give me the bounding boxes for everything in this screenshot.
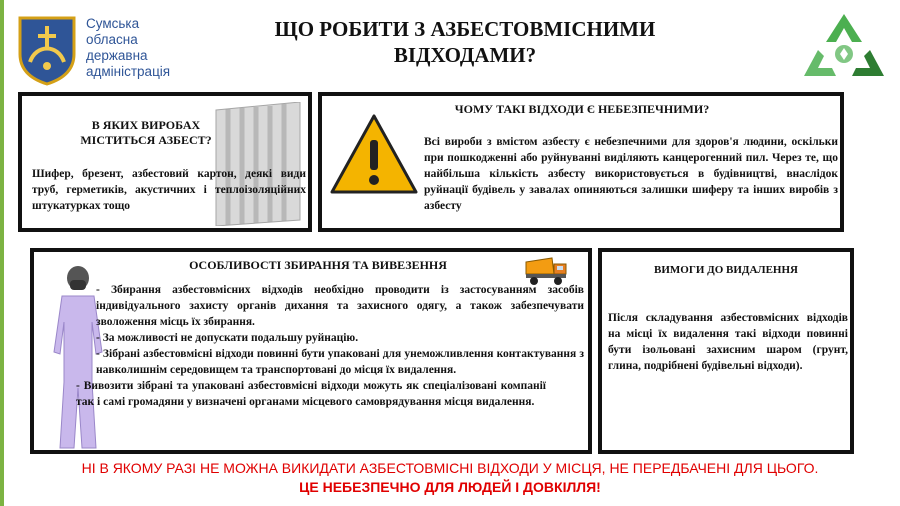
- removal-text: Після складування азбестовмісних відходів на місці їх видалення такі відходи повинні бути ізольовані захисним шаром (грунт, глина, подрібнені будівельні відходи).: [608, 312, 848, 372]
- recycle-icon: [800, 10, 888, 82]
- org-name-line: обласна: [86, 32, 138, 47]
- removal-title: ВИМОГИ ДО ВИДАЛЕННЯ: [653, 264, 798, 276]
- org-name-line: державна: [86, 48, 148, 63]
- warning-triangle-icon: [328, 112, 420, 196]
- danger-panel: [318, 92, 844, 232]
- list-item: - За можливості не допускати подальшу руйнацію.: [96, 332, 359, 344]
- org-name: [86, 16, 170, 80]
- list-item: - Зібрані азбестовмісні відходи повинні бути упаковані для унеможливлення контактування з навколишнім середовищем та транспортовані до місця їх видалення.: [96, 348, 584, 376]
- removal-panel: [598, 248, 854, 454]
- footer-warning: НІ В ЯКОМУ РАЗІ НЕ МОЖНА ВИКИДАТИ АЗБЕСТОВМІСНІ ВІДХОДИ У МІСЦЯ, НЕ ПЕРЕДБАЧЕНІ ДЛЯ ЦЬОГО.: [81, 460, 819, 476]
- org-name-line: адміністрація: [86, 64, 171, 79]
- products-text: Шифер, брезент, азбестовий картон, деякі види труб, герметиків, акустичних і теплоізоляційних штукатурках тощо: [32, 168, 306, 212]
- danger-text: Всі вироби з вмістом азбесту є небезпечними для здоров'я людини, оскільки при пошкодженні або руйнуванні виділяють канцерогенний пил. Через те, що найбільша кількість азбесту використовується в будівництві, внаслідок руйнації будівель у завалах опиняються залишки шиферу та інших виробів з азбесту: [424, 136, 838, 212]
- list-item: - Збирання азбестовмісних відходів необхідно проводити із застосуванням засобів індивідуального захисту органів дихання та захисного одягу, а також забезпечувати зволоження місць їх збирання.: [96, 284, 584, 328]
- org-name-line: Сумська: [86, 16, 140, 31]
- footer-warning-emphasis: ЦЕ НЕБЕЗПЕЧНО ДЛЯ ЛЮДЕЙ І ДОВКІЛЛЯ!: [299, 479, 601, 495]
- collection-list: [76, 282, 584, 410]
- list-item: - Вивозити зібрані та упаковані азбестовмісні відходи можуть як спеціалізовані компанії так і самі громадяни у визначені органами місцевого самоврядування місця видалення.: [76, 380, 546, 408]
- danger-title: ЧОМУ ТАКІ ВІДХОДИ Є НЕБЕЗПЕЧНИМИ?: [454, 102, 710, 116]
- collection-title: ОСОБЛИВОСТІ ЗБИРАННЯ ТА ВИВЕЗЕННЯ: [189, 258, 447, 272]
- collection-panel: [30, 248, 592, 454]
- products-panel: [18, 92, 312, 232]
- coat-of-arms-icon: [16, 14, 78, 86]
- products-title: В ЯКИХ ВИРОБАХ МІСТИТЬСЯ АЗБЕСТ?: [80, 118, 212, 147]
- page-title: ЩО РОБИТИ З АЗБЕСТОВМІСНИМИ ВІДХОДАМИ?: [274, 17, 656, 67]
- left-accent-stripe: [0, 0, 4, 506]
